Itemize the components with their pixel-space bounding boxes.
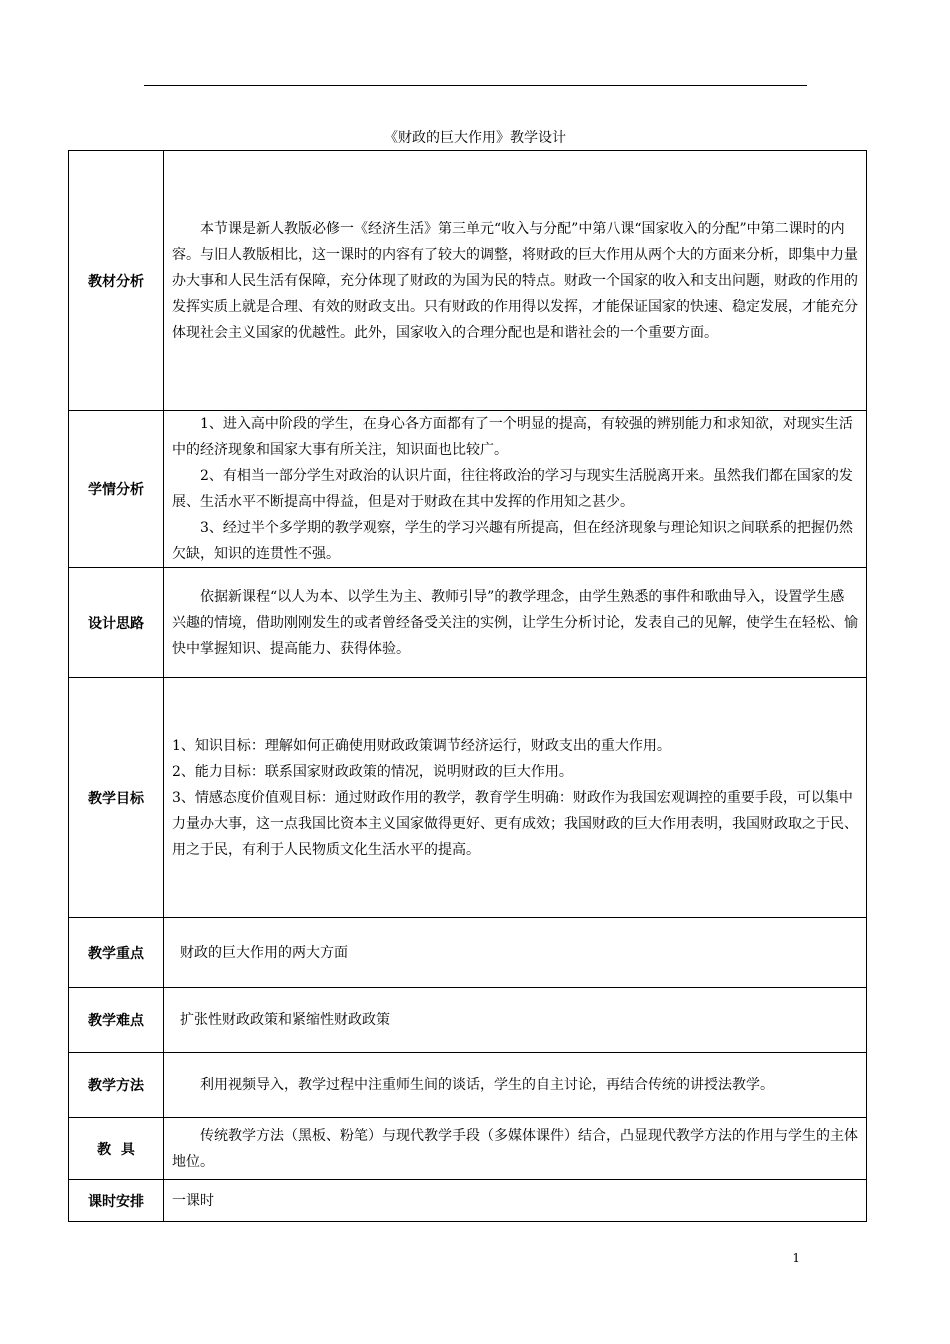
table-row — [69, 918, 867, 988]
paragraph: 一课时 — [172, 1192, 214, 1209]
paragraph: 利用视频导入，教学过程中注重师生间的谈话，学生的自主讨论，再结合传统的讲授法教学。 — [200, 1077, 774, 1093]
paragraph: 财政的巨大作用的两大方面 — [180, 944, 348, 961]
table-row — [69, 988, 867, 1053]
table-row — [69, 151, 867, 411]
row-label: 设计思路 — [69, 568, 164, 678]
row-content — [164, 411, 867, 568]
table-row — [69, 1180, 867, 1222]
row-label: 学情分析 — [69, 411, 164, 568]
paragraph: 依据新课程“以人为本、以学生为主、教师引导”的教学理念，由学生熟悉的事件和歌曲导入，设置学生感兴趣的情境，借助刚刚发生的或者曾经备受关注的实例，让学生分析讨论，发表自己的见解，使学生在轻松、愉快中掌握知识、提高能力、获得体验。 — [172, 588, 858, 657]
paragraph: 传统教学方法（黑板、粉笔）与现代教学手段（多媒体课件）结合，凸显现代教学方法的作用与学生的主体地位。 — [172, 1127, 858, 1170]
row-content — [164, 568, 867, 678]
row-label: 教材分析 — [69, 151, 164, 411]
table-row — [69, 678, 867, 918]
row-label: 课时安排 — [69, 1180, 164, 1222]
row-content — [164, 988, 867, 1053]
row-label: 教学重点 — [69, 918, 164, 988]
table-row — [69, 1118, 867, 1180]
row-content — [164, 151, 867, 411]
header-rule — [144, 85, 807, 86]
row-content — [164, 678, 867, 918]
paragraph: 本节课是新人教版必修一《经济生活》第三单元“收入与分配”中第八课“国家收入的分配”中第二课时的内容。与旧人教版相比，这一课时的内容有了较大的调整，将财政的巨大作用从两个大的方面来分析，即集中力量办大事和人民生活有保障，充分体现了财政的为国为民的特点。财政一个国家的收入和支出问题，财政的作用的发挥实质上就是合理、有效的财政支出。只有财政的作用得以发挥，才能保证国家的快速、稳定发展，才能充分体现社会主义国家的优越性。此外，国家收入的合理分配也是和谐社会的一个重要方面。 — [172, 220, 858, 341]
lesson-plan-table — [68, 150, 867, 1222]
paragraph: 1、进入高中阶段的学生，在身心各方面都有了一个明显的提高，有较强的辨别能力和求知欲，对现实生活中的经济现象和国家大事有所关注，知识面也比较广。 — [172, 416, 853, 458]
row-label: 教学目标 — [69, 678, 164, 918]
table-row — [69, 1053, 867, 1118]
page-number: 1 — [792, 1251, 800, 1265]
row-label: 教 具 — [69, 1118, 164, 1180]
row-content — [164, 1118, 867, 1180]
paragraph: 1、知识目标：理解如何正确使用财政政策调节经济运行，财政支出的重大作用。 — [172, 737, 671, 754]
table-row — [69, 411, 867, 568]
document-title: 《财政的巨大作用》教学设计 — [384, 130, 566, 146]
row-content — [164, 1180, 867, 1222]
row-label: 教学方法 — [69, 1053, 164, 1118]
paragraph: 3、经过半个多学期的教学观察，学生的学习兴趣有所提高，但在经济现象与理论知识之间联系的把握仍然欠缺，知识的连贯性不强。 — [172, 520, 853, 562]
paragraph: 扩张性财政政策和紧缩性财政政策 — [180, 1012, 390, 1028]
table-row — [69, 568, 867, 678]
row-label: 教学难点 — [69, 988, 164, 1053]
row-content — [164, 1053, 867, 1118]
paragraph: 3、情感态度价值观目标：通过财政作用的教学，教育学生明确：财政作为我国宏观调控的重要手段，可以集中力量办大事，这一点我国比资本主义国家做得更好、更有成效；我国财政的巨大作用表明，我国财政取之于民、用之于民，有利于人民物质文化生活水平的提高。 — [172, 789, 858, 858]
row-content — [164, 918, 867, 988]
paragraph: 2、有相当一部分学生对政治的认识片面，往往将政治的学习与现实生活脱离开来。虽然我们都在国家的发展、生活水平不断提高中得益，但是对于财政在其中发挥的作用知之甚少。 — [172, 468, 853, 510]
paragraph: 2、能力目标：联系国家财政政策的情况，说明财政的巨大作用。 — [172, 763, 573, 780]
